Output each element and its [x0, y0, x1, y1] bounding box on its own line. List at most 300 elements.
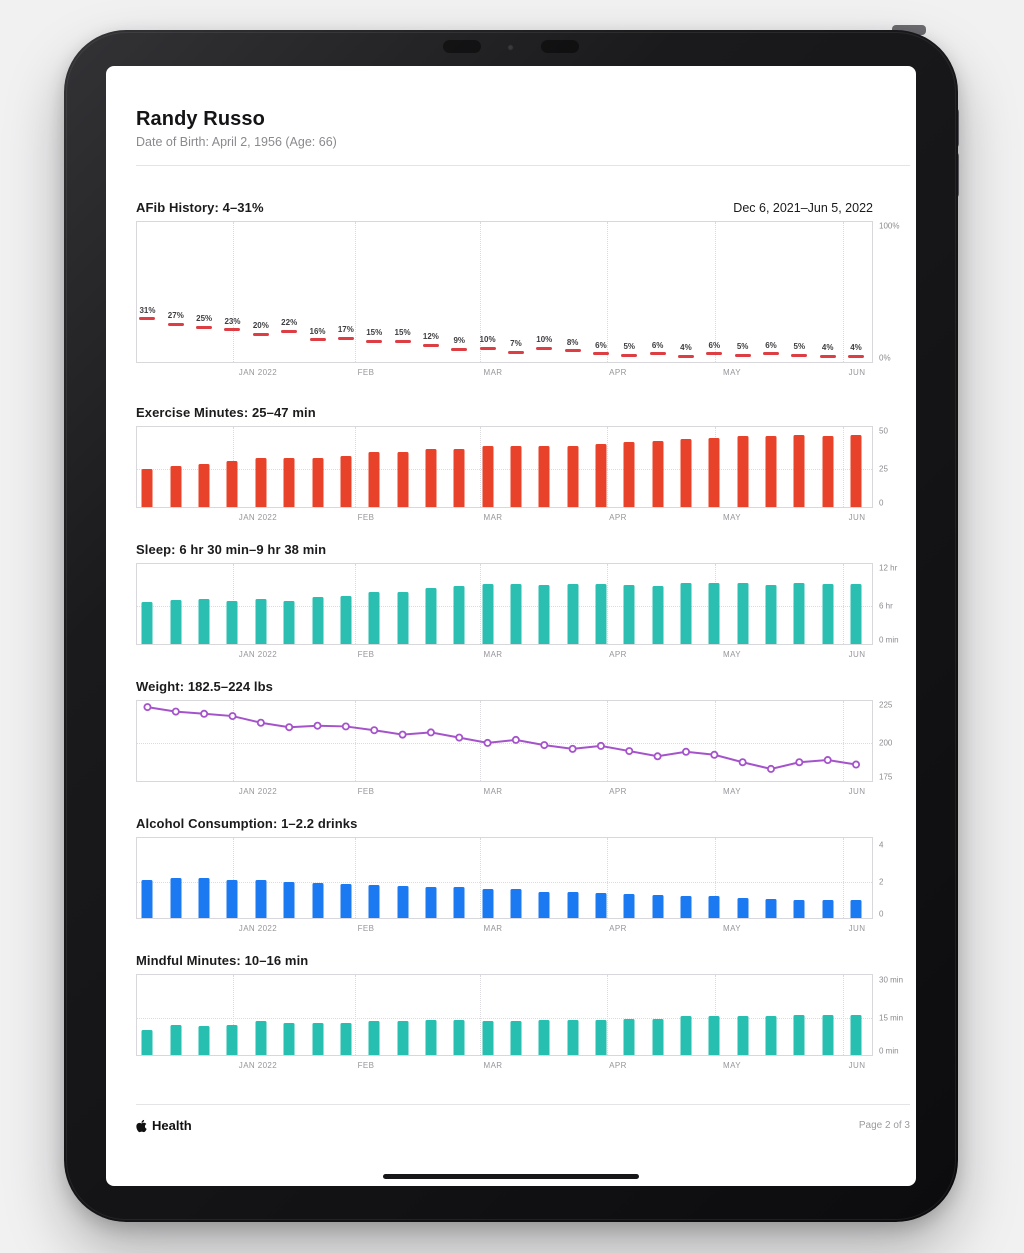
dash-marker	[480, 347, 496, 350]
bar	[595, 444, 606, 507]
bar	[737, 898, 748, 918]
month-label: JAN 2022	[238, 1061, 278, 1070]
data-point	[513, 737, 519, 743]
chart-date-range: Dec 6, 2021–Jun 5, 2022	[733, 201, 873, 215]
chart-title-row	[136, 679, 873, 694]
month-axis	[136, 650, 873, 663]
bar	[567, 1020, 578, 1055]
grid-line	[355, 222, 356, 362]
data-point	[173, 708, 179, 714]
chart-plot-area	[136, 221, 900, 363]
bar	[284, 458, 295, 507]
month-label: MAR	[483, 924, 503, 933]
bar	[652, 895, 663, 918]
month-label: FEB	[357, 513, 375, 522]
value-label: 22%	[281, 318, 298, 328]
y-axis-label: 12 hr	[879, 563, 898, 573]
chart-title: Mindful Minutes: 10–16 min	[136, 953, 309, 968]
bar	[567, 892, 578, 918]
bar	[539, 446, 550, 508]
data-point	[683, 749, 689, 755]
month-label: MAY	[723, 1061, 741, 1070]
grid-line	[233, 222, 234, 362]
bar	[822, 1015, 833, 1055]
data-point	[456, 735, 462, 741]
dash-marker	[735, 354, 751, 357]
month-label: MAY	[723, 650, 741, 659]
month-label: JUN	[848, 650, 866, 659]
bar	[765, 436, 776, 507]
dash-marker	[791, 354, 807, 357]
month-label: JUN	[848, 368, 866, 377]
grid-line	[355, 564, 356, 644]
bar	[199, 878, 210, 918]
value-label: 6%	[595, 340, 607, 350]
month-axis	[136, 513, 873, 526]
month-label: MAY	[723, 924, 741, 933]
y-axis-label: 100%	[879, 221, 900, 231]
dash-marker	[281, 330, 297, 333]
bar	[709, 896, 720, 918]
month-label: MAY	[723, 787, 741, 796]
value-label: 15%	[394, 328, 411, 337]
chart-section-weight	[136, 679, 893, 800]
dash-marker	[706, 352, 722, 355]
chart-title-row	[136, 405, 873, 420]
bar	[397, 592, 408, 644]
dash-marker	[139, 317, 155, 320]
value-label: 16%	[309, 326, 326, 336]
y-axis-label: 4	[879, 840, 884, 850]
month-label: FEB	[357, 368, 375, 377]
bar	[340, 596, 351, 644]
dash-marker	[224, 328, 240, 331]
charts	[136, 200, 904, 1074]
value-label: 7%	[510, 339, 522, 349]
bar	[652, 586, 663, 644]
grid-line	[843, 975, 844, 1055]
month-label: MAY	[723, 368, 741, 377]
chart-title-row	[136, 953, 873, 968]
data-point	[626, 748, 632, 754]
bar	[709, 583, 720, 644]
data-point	[399, 732, 405, 738]
bar	[227, 461, 238, 507]
bar	[624, 442, 635, 507]
bar	[142, 469, 153, 508]
bar	[624, 1019, 635, 1055]
y-axis-label: 25	[879, 464, 888, 474]
dash-marker	[621, 354, 637, 357]
grid-line	[843, 564, 844, 644]
bar	[680, 896, 691, 918]
chart-section-sleep	[136, 542, 899, 663]
bar	[482, 446, 493, 508]
chart-section-afib-history	[136, 200, 900, 381]
chart-plot-area	[136, 563, 899, 645]
month-label: MAY	[723, 513, 741, 522]
weight-line-chart	[137, 701, 872, 781]
front-camera-icon	[507, 44, 514, 51]
value-label: 27%	[167, 311, 184, 321]
bar	[794, 583, 805, 644]
month-axis	[136, 368, 873, 381]
screen	[106, 66, 916, 1186]
chart-title: Weight: 182.5–224 lbs	[136, 679, 273, 694]
data-point	[371, 727, 377, 733]
bar	[425, 588, 436, 644]
bar	[851, 435, 862, 507]
value-label: 10%	[479, 335, 496, 344]
value-label: 31%	[139, 305, 156, 315]
data-point	[229, 713, 235, 719]
chart-title: Alcohol Consumption: 1–2.2 drinks	[136, 816, 358, 831]
y-axis-label: 0 min	[879, 1046, 899, 1056]
dash-marker	[650, 352, 666, 355]
dash-marker	[848, 355, 864, 358]
value-label: 5%	[793, 342, 806, 351]
month-axis	[136, 924, 873, 937]
bar	[312, 1023, 323, 1056]
value-label: 25%	[196, 314, 213, 323]
month-label: APR	[609, 787, 627, 796]
chart-title-row	[136, 816, 873, 831]
bar	[510, 446, 521, 508]
bar	[595, 893, 606, 919]
y-axis-label: 50	[879, 426, 888, 436]
bar	[680, 439, 691, 507]
value-label: 9%	[453, 336, 465, 346]
axis-midline	[137, 882, 872, 883]
bar	[851, 1015, 862, 1055]
bar	[369, 1021, 380, 1055]
data-point	[484, 740, 490, 746]
bar	[822, 900, 833, 918]
bar	[170, 1025, 181, 1055]
grid-line	[607, 427, 608, 507]
value-label: 6%	[651, 340, 664, 350]
y-axis-label: 225	[879, 700, 893, 710]
dash-marker	[820, 355, 836, 358]
home-indicator[interactable]	[383, 1174, 639, 1179]
grid-line	[607, 222, 608, 362]
data-point	[768, 766, 774, 772]
bar	[312, 458, 323, 507]
bar	[369, 885, 380, 918]
y-axis-label: 0	[879, 498, 884, 508]
value-label: 6%	[708, 340, 721, 350]
bar	[680, 1016, 691, 1055]
dash-marker	[593, 352, 609, 355]
chart-title: Exercise Minutes: 25–47 min	[136, 405, 316, 420]
grid-line	[480, 564, 481, 644]
footer-brand	[136, 1118, 192, 1133]
bar	[255, 880, 266, 918]
bar	[510, 584, 521, 644]
dash-marker	[763, 352, 779, 355]
bar	[595, 584, 606, 644]
month-label: FEB	[357, 787, 375, 796]
bar	[369, 592, 380, 644]
value-label: 8%	[566, 337, 579, 347]
month-label: MAR	[483, 650, 503, 659]
data-point	[740, 759, 746, 765]
axis-midline	[137, 606, 872, 607]
bar	[142, 880, 153, 918]
chart-plot-area	[136, 974, 904, 1056]
value-label: 5%	[736, 342, 749, 351]
grid-line	[843, 427, 844, 507]
value-label: 20%	[252, 321, 269, 330]
bar	[397, 886, 408, 918]
dash-marker	[678, 355, 694, 358]
bar	[709, 438, 720, 507]
apple-logo-icon	[136, 1119, 147, 1133]
grid-line	[843, 838, 844, 918]
bar	[340, 1023, 351, 1056]
bar	[567, 446, 578, 508]
bar	[255, 458, 266, 507]
data-point	[598, 743, 604, 749]
dash-marker	[565, 349, 581, 352]
month-label: FEB	[357, 924, 375, 933]
bar	[624, 585, 635, 645]
report-footer	[136, 1104, 910, 1133]
chart-section-alcohol-consumption	[136, 816, 884, 937]
bar	[794, 435, 805, 507]
bar	[454, 449, 465, 508]
value-label: 10%	[536, 335, 553, 344]
chart-section-exercise-minutes	[136, 405, 888, 526]
y-axis-label: 15 min	[879, 1013, 904, 1022]
bar	[340, 456, 351, 507]
month-label: JAN 2022	[238, 513, 278, 522]
footer-brand-label: Health	[152, 1118, 192, 1133]
bar	[822, 584, 833, 644]
bar	[539, 1020, 550, 1055]
data-point	[201, 711, 207, 717]
bar	[425, 449, 436, 508]
month-label: JUN	[848, 787, 866, 796]
month-label: APR	[609, 368, 627, 377]
bar	[170, 466, 181, 508]
month-label: MAR	[483, 1061, 503, 1070]
dash-marker	[168, 323, 184, 326]
report-page	[106, 108, 916, 1186]
bar	[482, 584, 493, 644]
dash-marker	[253, 333, 269, 336]
grid-line	[355, 975, 356, 1055]
chart-title-row	[136, 200, 873, 215]
dash-marker	[366, 340, 382, 343]
bar	[765, 899, 776, 918]
chart-plot-area	[136, 837, 884, 919]
bar	[142, 1030, 153, 1055]
value-label: 15%	[366, 328, 383, 337]
bar	[794, 900, 805, 918]
chart-plot-area	[136, 700, 893, 782]
month-label: MAR	[483, 787, 503, 796]
bar	[851, 900, 862, 918]
data-point	[343, 723, 349, 729]
y-axis-label: 175	[879, 772, 893, 782]
bar	[199, 1026, 210, 1055]
bar	[851, 584, 862, 644]
dash-marker	[395, 340, 411, 343]
y-axis-label: 2	[879, 877, 884, 887]
y-axis-label: 0	[879, 909, 884, 919]
bar	[539, 585, 550, 644]
dash-marker	[338, 337, 354, 340]
bar	[737, 583, 748, 644]
month-label: MAR	[483, 513, 503, 522]
bar	[454, 1020, 465, 1055]
bar	[454, 586, 465, 644]
bar	[397, 1021, 408, 1055]
dash-marker	[423, 344, 439, 347]
bar	[737, 436, 748, 507]
month-axis	[136, 787, 873, 800]
month-label: JAN 2022	[238, 650, 278, 659]
data-point	[853, 761, 859, 767]
device-frame	[64, 30, 958, 1222]
bar	[482, 1021, 493, 1055]
bar	[227, 880, 238, 918]
value-label: 4%	[680, 343, 692, 353]
bar	[284, 882, 295, 918]
bar	[539, 892, 550, 918]
data-point	[825, 757, 831, 763]
data-point	[654, 753, 660, 759]
month-label: FEB	[357, 1061, 375, 1070]
data-point	[428, 729, 434, 735]
bar	[454, 887, 465, 918]
bar	[199, 599, 210, 644]
grid-line	[355, 427, 356, 507]
data-point	[711, 752, 717, 758]
chart-title: Sleep: 6 hr 30 min–9 hr 38 min	[136, 542, 327, 557]
bar	[199, 464, 210, 507]
bar	[142, 602, 153, 644]
month-label: MAR	[483, 368, 503, 377]
data-point	[570, 746, 576, 752]
grid-line	[843, 222, 844, 362]
y-axis-label: 0%	[879, 353, 891, 363]
month-label: APR	[609, 924, 627, 933]
month-label: JAN 2022	[238, 924, 278, 933]
bar	[397, 452, 408, 507]
bar	[425, 1020, 436, 1055]
dash-marker	[310, 338, 326, 341]
grid-line	[607, 975, 608, 1055]
data-point	[314, 723, 320, 729]
bar	[255, 599, 266, 644]
chart-title: AFib History: 4–31%	[136, 200, 264, 215]
axis-midline	[137, 1018, 872, 1019]
data-point	[144, 704, 150, 710]
value-label: 12%	[422, 332, 439, 342]
data-point	[796, 759, 802, 765]
y-axis-label: 0 min	[879, 635, 899, 645]
dash-marker	[536, 347, 552, 350]
value-label: 23%	[224, 316, 241, 326]
grid-line	[480, 838, 481, 918]
bar	[737, 1016, 748, 1055]
month-label: JUN	[848, 1061, 866, 1070]
chart-plot-area	[136, 426, 888, 508]
dash-marker	[196, 326, 212, 329]
month-label: JUN	[848, 513, 866, 522]
bar	[794, 1015, 805, 1055]
grid-line	[607, 838, 608, 918]
month-label: APR	[609, 650, 627, 659]
axis-midline	[137, 469, 872, 470]
bar	[312, 883, 323, 919]
bar	[680, 583, 691, 644]
data-point	[258, 720, 264, 726]
chart-section-mindful-minutes	[136, 953, 904, 1074]
data-point	[286, 724, 292, 730]
footer-page-number: Page 2 of 3	[858, 1120, 910, 1131]
grid-line	[607, 564, 608, 644]
bar	[482, 889, 493, 918]
month-label: APR	[609, 1061, 627, 1070]
header-divider	[136, 165, 910, 166]
bar	[312, 597, 323, 644]
bar	[369, 452, 380, 507]
bar	[567, 584, 578, 644]
dash-marker	[508, 351, 524, 354]
sensor-housing	[541, 40, 579, 53]
bar	[510, 1021, 521, 1055]
bar	[595, 1020, 606, 1055]
value-label: 5%	[623, 342, 636, 351]
bar	[765, 585, 776, 645]
y-axis-label: 6 hr	[879, 601, 893, 611]
month-label: APR	[609, 513, 627, 522]
grid-line	[480, 427, 481, 507]
data-point	[541, 742, 547, 748]
grid-line	[355, 838, 356, 918]
bar	[822, 436, 833, 507]
value-label: 17%	[337, 325, 354, 335]
bar	[425, 887, 436, 918]
y-axis-label: 30 min	[879, 975, 904, 985]
month-label: FEB	[357, 650, 375, 659]
chart-title-row	[136, 542, 873, 557]
value-label: 4%	[821, 343, 834, 353]
patient-dob: Date of Birth: April 2, 1956 (Age: 66)	[136, 135, 337, 149]
bar	[170, 878, 181, 918]
month-label: JAN 2022	[238, 368, 278, 377]
patient-name: Randy Russo	[136, 108, 265, 130]
y-axis-label: 200	[879, 738, 893, 748]
bar	[284, 601, 295, 645]
bar	[255, 1021, 266, 1055]
bar	[765, 1016, 776, 1055]
bar	[709, 1016, 720, 1055]
sensor-housing	[443, 40, 481, 53]
dash-marker	[451, 348, 467, 351]
grid-line	[480, 975, 481, 1055]
month-axis	[136, 1061, 873, 1074]
bar	[510, 889, 521, 918]
value-label: 4%	[850, 343, 862, 353]
month-label: JAN 2022	[238, 787, 278, 796]
bar	[340, 884, 351, 919]
month-label: JUN	[848, 924, 866, 933]
bar	[284, 1023, 295, 1056]
